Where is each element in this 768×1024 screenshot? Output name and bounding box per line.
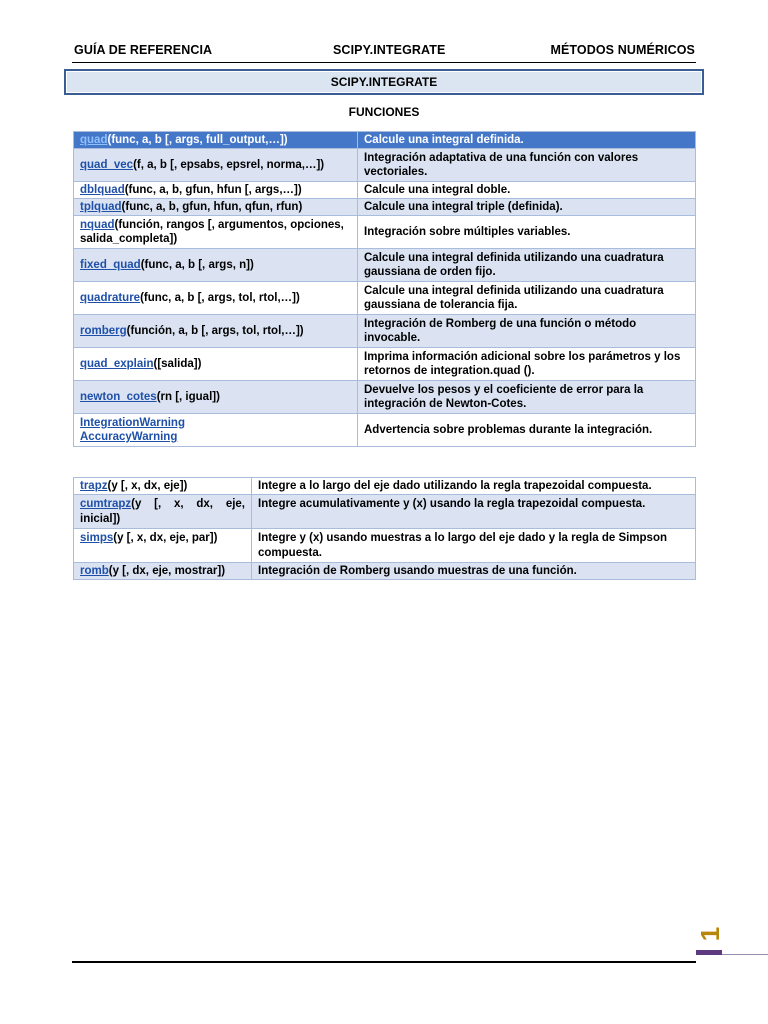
function-signature: quad_vec(f, a, b [, epsabs, epsrel, norma,…]): [74, 149, 358, 182]
function-link[interactable]: IntegrationWarning: [80, 417, 185, 429]
function-link[interactable]: tplquad: [80, 201, 122, 213]
function-signature: quad(func, a, b [, args, full_output,…]): [74, 132, 358, 149]
function-description: Imprima información adicional sobre los parámetros y los retornos de integration.quad ().: [358, 348, 696, 381]
table-row: [74, 182, 696, 199]
table-row: [74, 529, 696, 563]
header-center: SCIPY.INTEGRATE: [333, 43, 446, 57]
function-signature: romberg(función, a, b [, args, tol, rtol,…]): [74, 315, 358, 348]
function-link[interactable]: trapz: [80, 479, 108, 492]
function-signature: nquad(función, rangos [, argumentos, opciones, salida_completa]): [74, 216, 358, 249]
sample-functions-table: [73, 477, 696, 580]
function-description: Calcule una integral definida utilizando una cuadratura gaussiana de tolerancia fija.: [358, 282, 696, 315]
function-signature: quad_explain([salida]): [74, 348, 358, 381]
function-description: Calcule una integral triple (definida).: [358, 199, 696, 216]
table-row: [74, 495, 696, 529]
table-row: [74, 149, 696, 182]
table-row: [74, 199, 696, 216]
function-description: Integración de Romberg usando muestras de una función.: [252, 563, 696, 580]
function-signature: trapz(y [, x, dx, eje]): [74, 478, 252, 495]
function-description: Integre a lo largo del eje dado utilizando la regla trapezoidal compuesta.: [252, 478, 696, 495]
header-right: MÉTODOS NUMÉRICOS: [550, 43, 695, 57]
page-number-accent: [696, 950, 722, 955]
footer-rule: [72, 961, 696, 963]
header-left: GUÍA DE REFERENCIA: [74, 43, 213, 57]
page-number: 1: [695, 926, 725, 942]
header-rule: [72, 62, 696, 63]
function-description: Integración de Romberg de una función o método invocable.: [358, 315, 696, 348]
function-description: Integración sobre múltiples variables.: [358, 216, 696, 249]
section-title: SCIPY.INTEGRATE: [64, 69, 704, 95]
table-row: [74, 249, 696, 282]
table-row: [74, 315, 696, 348]
function-description: Advertencia sobre problemas durante la integración.: [358, 414, 696, 447]
table-row: [74, 563, 696, 580]
function-link[interactable]: newton_cotes: [80, 391, 157, 403]
function-link[interactable]: fixed_quad: [80, 259, 141, 271]
section-subtitle: FUNCIONES: [348, 105, 420, 119]
function-link[interactable]: cumtrapz: [80, 497, 132, 510]
function-link[interactable]: quad: [80, 134, 108, 146]
function-description: Calcule una integral definida.: [358, 132, 696, 149]
function-link[interactable]: dblquad: [80, 184, 125, 196]
table-row: [74, 348, 696, 381]
function-signature: cumtrapz(y [, x, dx, eje, inicial]): [74, 495, 252, 529]
function-signature: dblquad(func, a, b, gfun, hfun [, args,…]): [74, 182, 358, 199]
function-signature: romb(y [, dx, eje, mostrar]): [74, 563, 252, 580]
function-signature: tplquad(func, a, b, gfun, hfun, qfun, rfun): [74, 199, 358, 216]
function-signature: [74, 414, 358, 447]
table-row: [74, 216, 696, 249]
function-signature: newton_cotes(rn [, igual]): [74, 381, 358, 414]
table-row: [74, 478, 696, 495]
function-description: Integración adaptativa de una función con valores vectoriales.: [358, 149, 696, 182]
function-signature: simps(y [, x, dx, eje, par]): [74, 529, 252, 563]
table-row: [74, 132, 696, 149]
function-description: Calcule una integral definida utilizando una cuadratura gaussiana de orden fijo.: [358, 249, 696, 282]
functions-table: [73, 131, 696, 447]
function-link[interactable]: AccuracyWarning: [80, 431, 178, 443]
function-link[interactable]: quad_explain: [80, 358, 154, 370]
function-description: Integre y (x) usando muestras a lo largo del eje dado y la regla de Simpson compuesta.: [252, 529, 696, 563]
function-description: Devuelve los pesos y el coeficiente de error para la integración de Newton-Cotes.: [358, 381, 696, 414]
function-link[interactable]: nquad: [80, 219, 115, 231]
function-link[interactable]: romberg: [80, 325, 127, 337]
function-signature: quadrature(func, a, b [, args, tol, rtol,…]): [74, 282, 358, 315]
function-link[interactable]: simps: [80, 532, 114, 544]
function-signature: fixed_quad(func, a, b [, args, n]): [74, 249, 358, 282]
function-description: Calcule una integral doble.: [358, 182, 696, 199]
function-description: Integre acumulativamente y (x) usando la regla trapezoidal compuesta.: [252, 495, 696, 529]
table-row: [74, 282, 696, 315]
table-row: [74, 381, 696, 414]
function-link[interactable]: quad_vec: [80, 159, 134, 171]
page-number-rule: [722, 954, 768, 955]
function-link[interactable]: quadrature: [80, 292, 141, 304]
function-link[interactable]: romb: [80, 564, 109, 577]
table-row: [74, 414, 696, 447]
